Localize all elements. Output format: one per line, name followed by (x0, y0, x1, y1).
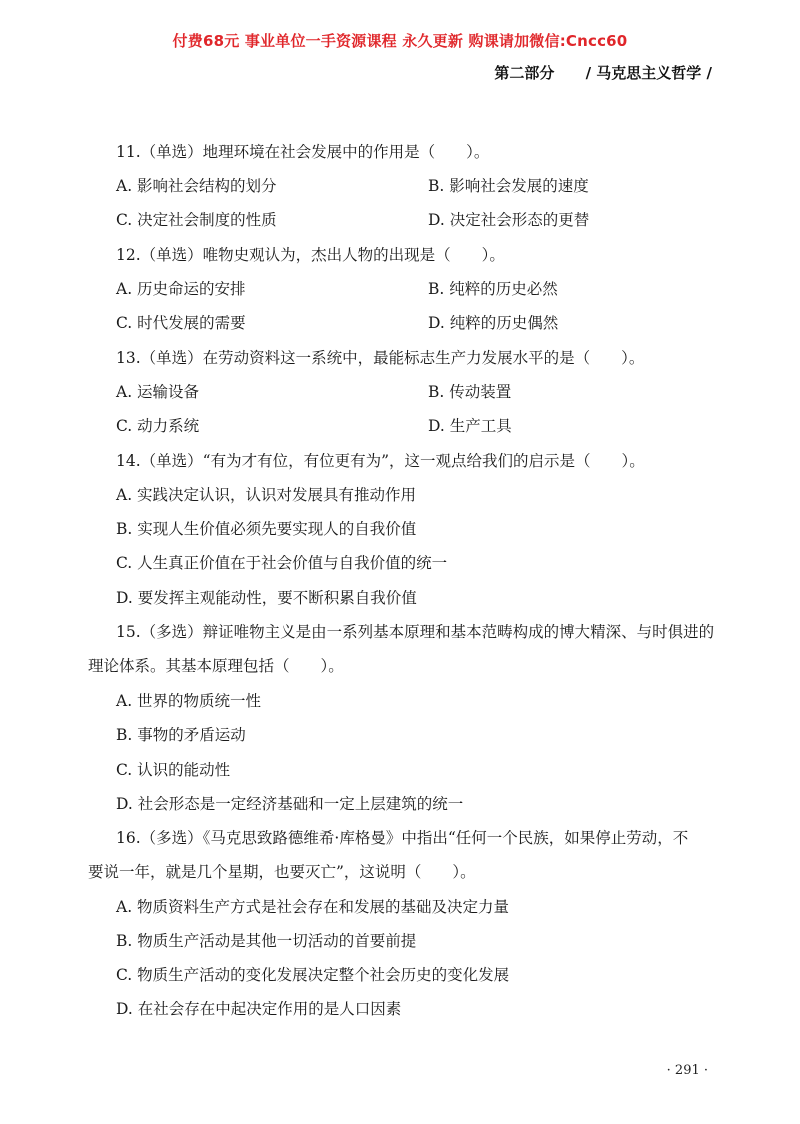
page-number: · 291 · (666, 1063, 708, 1078)
header-section: / 马克思主义哲学 / (585, 64, 712, 82)
option: C. 决定社会制度的性质 (116, 211, 277, 229)
header-part: 第二部分 (494, 64, 555, 82)
running-header (494, 62, 712, 83)
question-stem: 11.（单选）地理环境在社会发展中的作用是（ ）。 (116, 143, 490, 161)
option: B. 实现人生价值必须先要实现人的自我价值 (116, 520, 417, 538)
option: D. 决定社会形态的更替 (428, 211, 590, 229)
option: A. 物质资料生产方式是社会存在和发展的基础及决定力量 (116, 898, 510, 916)
option: B. 纯粹的历史必然 (428, 280, 558, 298)
option: C. 人生真正价值在于社会价值与自我价值的统一 (116, 554, 448, 572)
question-stem: 15.（多选）辩证唯物主义是由一系列基本原理和基本范畴构成的博大精深、与时俱进的 (116, 623, 715, 641)
option: B. 传动装置 (428, 383, 512, 401)
option: C. 时代发展的需要 (116, 314, 246, 332)
ad-banner: 付费68元 事业单位一手资源课程 永久更新 购课请加微信:Cncc60 (172, 32, 628, 50)
option: A. 影响社会结构的划分 (116, 177, 277, 195)
option: A. 运输设备 (116, 383, 200, 401)
question-stem: 13.（单选）在劳动资料这一系统中，最能标志生产力发展水平的是（ ）。 (116, 349, 645, 367)
option: D. 社会形态是一定经济基础和一定上层建筑的统一 (116, 795, 464, 813)
option: A. 实践决定认识，认识对发展具有推动作用 (116, 486, 417, 504)
option: D. 生产工具 (428, 417, 512, 435)
option: B. 影响社会发展的速度 (428, 177, 589, 195)
question-stem-continued: 理论体系。其基本原理包括（ ）。 (88, 657, 344, 675)
option: B. 事物的矛盾运动 (116, 726, 246, 744)
question-stem: 14.（单选）“有为才有位，有位更有为”，这一观点给我们的启示是（ ）。 (116, 452, 645, 470)
option: C. 物质生产活动的变化发展决定整个社会历史的变化发展 (116, 966, 510, 984)
option: C. 认识的能动性 (116, 761, 231, 779)
option: B. 物质生产活动是其他一切活动的首要前提 (116, 932, 417, 950)
question-stem: 12.（单选）唯物史观认为，杰出人物的出现是（ ）。 (116, 246, 505, 264)
option: D. 纯粹的历史偶然 (428, 314, 559, 332)
option: D. 要发挥主观能动性，要不断积累自我价值 (116, 589, 417, 607)
question-stem-continued: 要说一年，就是几个星期，也要灭亡”，这说明（ ）。 (88, 863, 476, 881)
option: A. 历史命运的安排 (116, 280, 246, 298)
question-stem: 16.（多选）《马克思致路德维希·库格曼》中指出“任何一个民族，如果停止劳动，不 (116, 829, 689, 847)
option: D. 在社会存在中起决定作用的是人口因素 (116, 1000, 402, 1018)
option: C. 动力系统 (116, 417, 200, 435)
option: A. 世界的物质统一性 (116, 692, 262, 710)
